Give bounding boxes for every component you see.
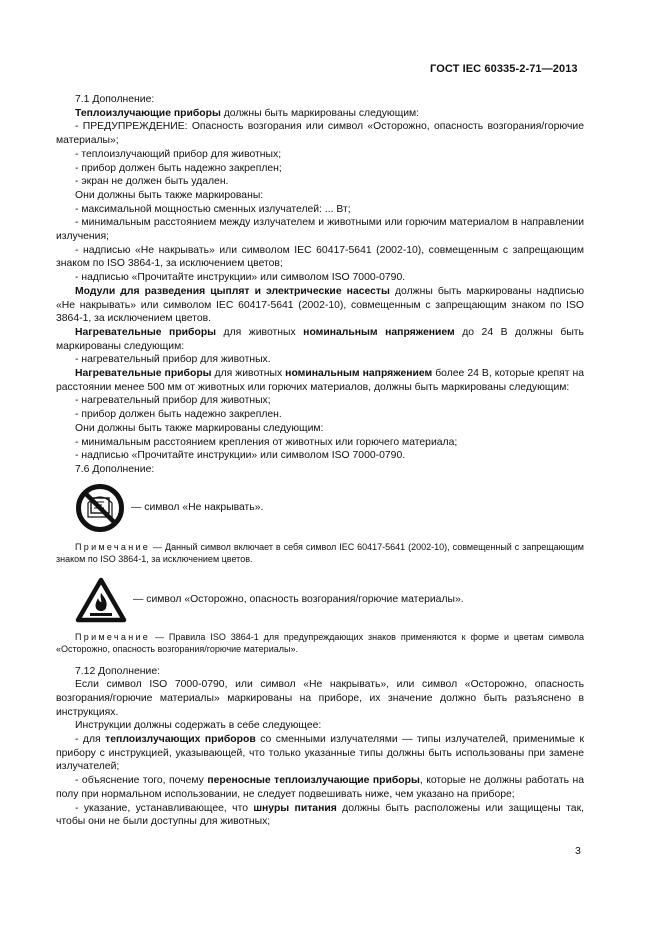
figure-caption: — символ «Не накрывать». xyxy=(131,501,264,513)
list-item: - прибор должен быть надежно закреплен; xyxy=(75,162,282,174)
note xyxy=(56,631,584,655)
section-heading-7-6: 7.6 Дополнение: xyxy=(75,463,155,475)
section-heading-7-1: 7.1 Дополнение: xyxy=(75,94,155,105)
text: должны быть маркированы надписью «Не накрывать» или символом IEC 60417-5641 (2002-10), совмещенным с запрещающим знаком по ISO 3864-1, за исключением цветов. xyxy=(56,285,584,325)
list-item: - теплоизлучающий прибор для животных; xyxy=(75,148,282,160)
paragraph: Они должны быть также маркированы следующим: xyxy=(75,422,324,434)
text: для животных xyxy=(211,368,286,380)
document-code: ГОСТ IEC 60335-2-71—2013 xyxy=(430,63,578,75)
text: - объяснение того, почему xyxy=(75,775,208,787)
page-content xyxy=(56,93,584,829)
term: переносные теплоизлучающие приборы xyxy=(207,775,420,787)
list-item: - максимальной мощностью сменных излучателей: ... Вт; xyxy=(75,203,351,215)
list-item: - минимальным расстоянием между излучателем и животными или горючим материалом в направлении излучения; xyxy=(56,217,584,243)
paragraph xyxy=(56,107,584,121)
list-item: - надписью «Прочитайте инструкции» или символом ISO 7000-0790. xyxy=(75,272,406,284)
term: номинальным напряжением xyxy=(285,368,433,380)
term: Теплоизлучающие приборы xyxy=(75,107,221,119)
term: шнуры питания xyxy=(253,802,337,814)
list-item: - экран не должен быть удален. xyxy=(75,176,229,188)
term: Модули для разведения цыплят и электрические насесты xyxy=(75,285,390,297)
section-heading-7-12: 7.12 Дополнение: xyxy=(75,665,161,677)
text: должны быть расположены или защищены так, чтобы они не были доступны для животных; xyxy=(56,802,585,828)
text: со сменными излучателями — типы излучателей, применимые к прибору с инструкцией, указывающей, что только указанные типы должны быть использованы при замене излучателей; xyxy=(56,734,584,773)
list-item: - прибор должен быть надежно закреплен. xyxy=(75,409,282,421)
list-item: - нагревательный прибор для животных; xyxy=(75,395,271,407)
term: теплоизлучающих приборов xyxy=(105,734,256,746)
note xyxy=(56,541,584,565)
list-item: - минимальным расстоянием крепления от животных или горючего материала; xyxy=(75,436,458,448)
text: - указание, устанавливающее, что xyxy=(75,802,254,814)
term: Нагревательные приборы xyxy=(75,368,212,380)
fire-warning-triangle-icon xyxy=(75,577,127,623)
list-item: - нагревательный прибор для животных. xyxy=(75,354,271,366)
list-item: - надписью «Не накрывать» или символом IEC 60417-5641 (2002-10), совмещенным с запрещающим знаком по ISO 3864-1, за исключением цветов; xyxy=(56,244,584,270)
paragraph xyxy=(56,285,584,326)
text: для животных xyxy=(216,326,304,338)
text: до 24 В должны быть маркированы следующим: xyxy=(56,326,584,352)
note-text: — Правила ISO 3864-1 для предупреждающих знаков применяются к форме и цветам символа «Осторожно, опасность возгорания/горючие материалы». xyxy=(56,632,584,655)
page-number: 3 xyxy=(575,845,581,857)
text: более 24 В, которые крепят на расстоянии менее 500 мм от животных или горючих материалов, должны быть маркированы следующим: xyxy=(56,368,584,393)
spacer xyxy=(56,656,584,665)
term: номинальным напряжением xyxy=(303,326,455,338)
note-text: — Данный символ включает в себя символ IEC 60417-5641 (2002-10), совмещенный с запрещающим знаком по ISO 3864-1, за исключением цветов. xyxy=(56,541,584,564)
paragraph xyxy=(56,326,584,353)
paragraph: Если символ ISO 7000-0790, или символ «Не накрывать», или символ «Осторожно, опасность возгорания/горючие материалы» маркированы на приборе, их значение должно быть разъяснено в инструкциях. xyxy=(56,679,584,718)
figure-no-covering xyxy=(75,483,584,533)
no-covering-symbol-icon xyxy=(75,483,125,533)
list-item xyxy=(56,733,584,774)
list-item: - ПРЕДУПРЕЖДЕНИЕ: Опасность возгорания или символ «Осторожно, опасность возгорания/горючие материалы»; xyxy=(56,121,584,147)
figure-fire-warning xyxy=(75,577,584,623)
text: должны быть маркированы следующим: xyxy=(220,107,420,119)
paragraph: Они должны быть также маркированы: xyxy=(75,189,264,201)
text: , которые не должны работать на полу при нормальном использовании, не следует подвешивать ниже, чем указано на приборе; xyxy=(56,775,585,800)
text: - для xyxy=(75,734,106,746)
term: Нагревательные приборы xyxy=(75,326,217,338)
note-label: Примечание xyxy=(75,632,151,643)
paragraph xyxy=(56,367,584,394)
figure-caption: — символ «Осторожно, опасность возгорания/горючие материалы». xyxy=(133,594,464,606)
list-item xyxy=(56,802,584,829)
note-label: Примечание xyxy=(75,541,151,552)
list-item xyxy=(56,774,584,801)
list-item: - надписью «Прочитайте инструкции» или символом ISO 7000-0790. xyxy=(75,450,406,462)
paragraph: Инструкции должны содержать в себе следующее: xyxy=(75,720,322,732)
